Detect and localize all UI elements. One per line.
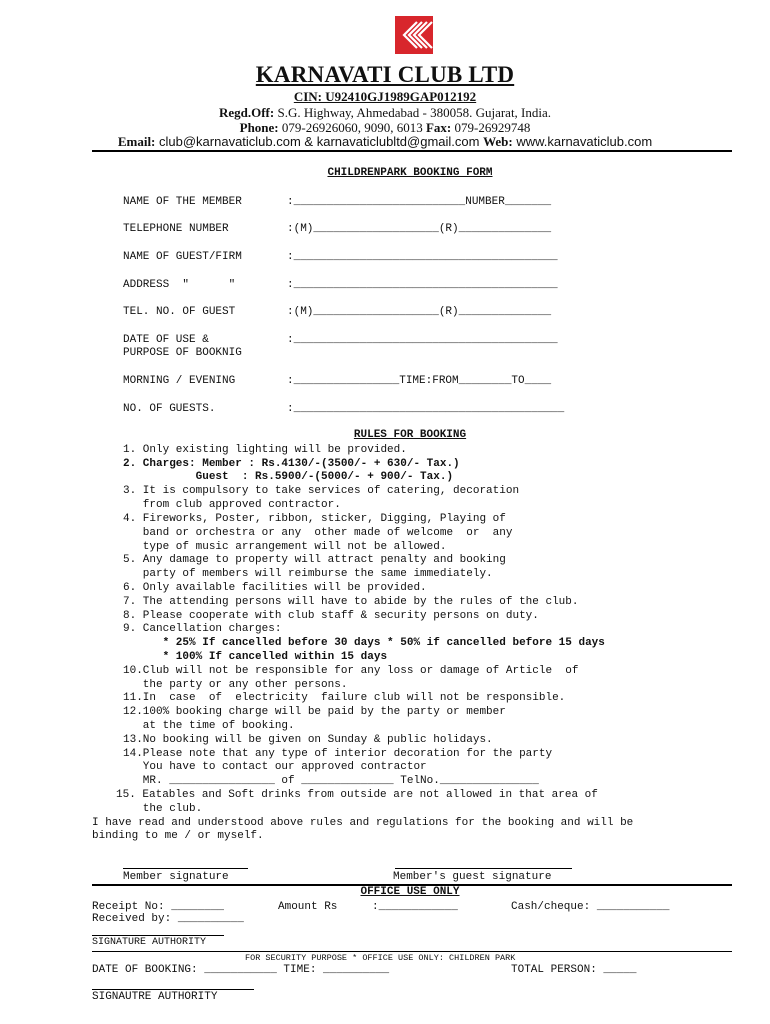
rule-line: 4. Fireworks, Poster, ribbon, sticker, Digging, Playing of bbox=[123, 513, 506, 525]
amount-label: Amount Rs bbox=[278, 901, 338, 913]
field-label-telephone: TELEPHONE NUMBER bbox=[123, 223, 229, 235]
field-label-guest-tel: TEL. NO. OF GUEST bbox=[123, 306, 236, 318]
field-guest-tel[interactable]: :(M)___________________(R)______________ bbox=[287, 306, 552, 318]
office-use-title: OFFICE USE ONLY bbox=[360, 886, 460, 898]
club-name: KARNAVATI CLUB LTD bbox=[255, 62, 515, 87]
rule-line: from club approved contractor. bbox=[123, 499, 341, 511]
rule-line: 11.In case of electricity failure club will not be responsible. bbox=[123, 692, 566, 704]
rule-line: 2. Charges: Member : Rs.4130/-(3500/- + 630/- Tax.) bbox=[123, 458, 460, 470]
field-member-name[interactable]: :__________________________NUMBER_______ bbox=[287, 196, 552, 208]
rule-line: Guest : Rs.5900/-(5000/- + 900/- Tax.) bbox=[123, 471, 454, 483]
authority-signature-line[interactable] bbox=[92, 935, 224, 936]
rule-line: 10.Club will not be responsible for any loss or damage of Article of bbox=[123, 665, 579, 677]
rule-line: 13.No booking will be given on Sunday & public holidays. bbox=[123, 734, 493, 746]
contractor-line[interactable]: MR. ________________ of ______________ TelNo._______________ bbox=[123, 775, 539, 787]
rule-line: band or orchestra or any other made of welcome or any bbox=[123, 527, 513, 539]
field-guests[interactable]: :_________________________________________ bbox=[287, 403, 565, 415]
amount-field[interactable]: :____________ bbox=[372, 901, 458, 913]
received-by-field[interactable]: Received by: __________ bbox=[92, 913, 244, 925]
field-morning-evening[interactable]: :________________TIME:FROM________TO____ bbox=[287, 375, 552, 387]
rule-line: 6. Only available facilities will be provided. bbox=[123, 582, 427, 594]
declaration-line-2: binding to me / or myself. bbox=[92, 830, 264, 842]
form-title: CHILDRENPARK BOOKING FORM bbox=[327, 167, 493, 179]
security-note: FOR SECURITY PURPOSE * OFFICE USE ONLY: CHILDREN PARK bbox=[245, 953, 516, 963]
field-label-guest-name: NAME OF GUEST/FIRM bbox=[123, 251, 242, 263]
field-address[interactable]: :________________________________________ bbox=[287, 279, 558, 291]
field-label-date-of-use: DATE OF USE & bbox=[123, 334, 209, 346]
registered-office: Regd.Off: S.G. Highway, Ahmedabad - 380058. Gujarat, India. bbox=[218, 105, 552, 120]
email-web: Email: club@karnavaticlub.com & karnavaticlubltd@gmail.com Web: www.karnavaticlub.com bbox=[117, 134, 653, 149]
rule-line: at the time of booking. bbox=[123, 720, 295, 732]
receipt-number-field[interactable]: Receipt No: ________ bbox=[92, 901, 225, 913]
rule-line: 15. Eatables and Soft drinks from outside are not allowed in that area of bbox=[116, 789, 598, 801]
guest-signature-label: Member's guest signature bbox=[393, 871, 552, 883]
rule-line: * 100% If cancelled within 15 days bbox=[123, 651, 388, 663]
rule-line: You have to contact our approved contractor bbox=[123, 761, 427, 773]
phone-fax: Phone: 079-26926060, 9090, 6013 Fax: 079-26929748 bbox=[239, 120, 531, 135]
cash-cheque-field[interactable]: Cash/cheque: ___________ bbox=[511, 901, 670, 913]
guest-signature-line[interactable] bbox=[395, 868, 572, 869]
rule-line: 1. Only existing lighting will be provided. bbox=[123, 444, 407, 456]
field-label-guests: NO. OF GUESTS. bbox=[123, 403, 216, 415]
declaration-line-1: I have read and understood above rules and regulations for the booking and will be bbox=[92, 817, 634, 829]
rule-line: 14.Please note that any type of interior decoration for the party bbox=[123, 748, 553, 760]
security-divider bbox=[92, 951, 732, 952]
rule-line: 12.100% booking charge will be paid by the party or member bbox=[123, 706, 506, 718]
field-label-purpose: PURPOSE OF BOOKNIG bbox=[123, 347, 242, 359]
rule-line: 8. Please cooperate with club staff & security persons on duty. bbox=[123, 610, 539, 622]
rule-line: the party or any other persons. bbox=[123, 679, 348, 691]
rule-line: 9. Cancellation charges: bbox=[123, 623, 282, 635]
karnavati-logo-icon bbox=[395, 16, 433, 54]
field-label-member-name: NAME OF THE MEMBER bbox=[123, 196, 242, 208]
authority-signature-line-2[interactable] bbox=[92, 989, 254, 990]
rule-line: party of members will reimburse the same immediately. bbox=[123, 568, 493, 580]
rule-line: 7. The attending persons will have to abide by the rules of the club. bbox=[123, 596, 579, 608]
rule-line: the club. bbox=[123, 803, 203, 815]
header-divider bbox=[92, 150, 732, 152]
rule-line: * 25% If cancelled before 30 days * 50% if cancelled before 15 days bbox=[123, 637, 605, 649]
signature-authority-label: SIGNATURE AUTHORITY bbox=[92, 937, 207, 948]
field-telephone[interactable]: :(M)___________________(R)______________ bbox=[287, 223, 552, 235]
field-label-morning-evening: MORNING / EVENING bbox=[123, 375, 236, 387]
rule-line: type of music arrangement will not be allowed. bbox=[123, 541, 447, 553]
rule-line: 5. Any damage to property will attract penalty and booking bbox=[123, 554, 506, 566]
date-of-booking-field[interactable]: DATE OF BOOKING: ___________ TIME: __________ bbox=[92, 964, 390, 976]
member-signature-line[interactable] bbox=[123, 868, 248, 869]
signature-authority-label-2: SIGNAUTRE AUTHORITY bbox=[92, 991, 218, 1003]
rule-line: 3. It is compulsory to take services of catering, decoration bbox=[123, 485, 520, 497]
field-label-address: ADDRESS " " bbox=[123, 279, 236, 291]
rules-title: RULES FOR BOOKING bbox=[353, 429, 467, 441]
field-date-of-use[interactable]: :________________________________________ bbox=[287, 334, 558, 346]
total-person-field[interactable]: TOTAL PERSON: _____ bbox=[511, 964, 637, 976]
field-guest-name[interactable]: :________________________________________ bbox=[287, 251, 558, 263]
member-signature-label: Member signature bbox=[123, 871, 229, 883]
cin-number: CIN: U92410GJ1989GAP012192 bbox=[293, 89, 477, 104]
